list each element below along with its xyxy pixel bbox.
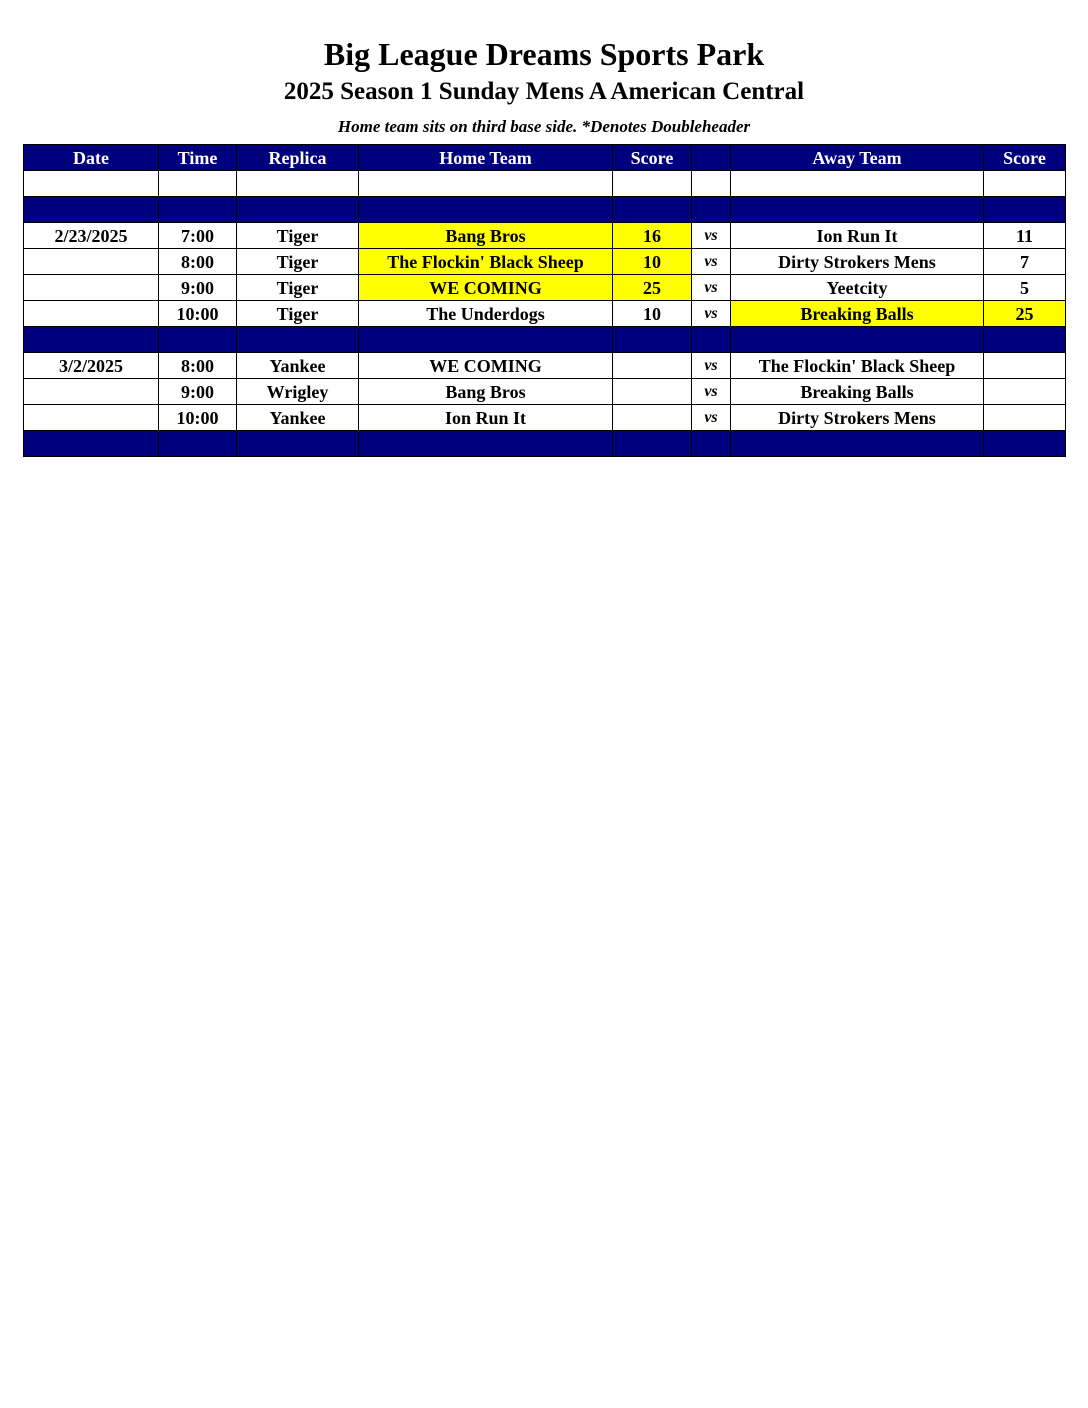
cell-time: 9:00 <box>159 275 237 301</box>
cell-date <box>24 327 159 353</box>
cell-time <box>159 197 237 223</box>
cell-date: 2/23/2025 <box>24 223 159 249</box>
table-row <box>24 301 1066 327</box>
table-row <box>24 405 1066 431</box>
cell-time: 8:00 <box>159 249 237 275</box>
cell-home-score <box>613 171 692 197</box>
cell-home-score <box>613 353 692 379</box>
cell-home-score: 25 <box>613 275 692 301</box>
cell-vs: vs <box>692 405 731 431</box>
cell-time: 7:00 <box>159 223 237 249</box>
cell-vs: vs <box>692 249 731 275</box>
page-title: Big League Dreams Sports Park <box>323 36 765 72</box>
cell-vs <box>692 431 731 457</box>
cell-away-team <box>731 431 984 457</box>
cell-home-score <box>613 379 692 405</box>
cell-home-team: WE COMING <box>359 353 613 379</box>
cell-vs <box>692 327 731 353</box>
cell-home-team: Bang Bros <box>359 223 613 249</box>
cell-home-score <box>613 327 692 353</box>
cell-replica: Wrigley <box>237 379 359 405</box>
cell-away-score: 7 <box>984 249 1066 275</box>
blank-row <box>24 171 1066 197</box>
cell-home-score: 10 <box>613 301 692 327</box>
cell-time: 10:00 <box>159 301 237 327</box>
separator-row <box>24 327 1066 353</box>
cell-vs: vs <box>692 353 731 379</box>
cell-date <box>24 249 159 275</box>
separator-row <box>24 197 1066 223</box>
cell-away-score <box>984 431 1066 457</box>
cell-away-team: Dirty Strokers Mens <box>731 249 984 275</box>
cell-away-team: Breaking Balls <box>731 379 984 405</box>
cell-home-team: The Underdogs <box>359 301 613 327</box>
schedule-table <box>23 144 1066 457</box>
table-header-row <box>24 145 1066 171</box>
cell-replica <box>237 197 359 223</box>
cell-replica: Tiger <box>237 275 359 301</box>
cell-replica: Tiger <box>237 301 359 327</box>
cell-away-team <box>731 197 984 223</box>
cell-home-score: 10 <box>613 249 692 275</box>
cell-date <box>24 405 159 431</box>
col-header-replica: Replica <box>237 145 359 171</box>
cell-away-team: Yeetcity <box>731 275 984 301</box>
cell-date <box>24 171 159 197</box>
cell-away-team: Dirty Strokers Mens <box>731 405 984 431</box>
cell-date <box>24 301 159 327</box>
col-header-home-team: Home Team <box>359 145 613 171</box>
table-row <box>24 249 1066 275</box>
cell-date <box>24 431 159 457</box>
cell-home-team: Ion Run It <box>359 405 613 431</box>
cell-away-score <box>984 405 1066 431</box>
cell-date <box>24 379 159 405</box>
cell-date: 3/2/2025 <box>24 353 159 379</box>
cell-date <box>24 197 159 223</box>
col-header-time: Time <box>159 145 237 171</box>
cell-time: 9:00 <box>159 379 237 405</box>
page-subtitle: 2025 Season 1 Sunday Mens A American Central <box>283 78 805 105</box>
cell-away-team <box>731 327 984 353</box>
cell-date <box>24 275 159 301</box>
cell-vs: vs <box>692 379 731 405</box>
cell-away-team: Breaking Balls <box>731 301 984 327</box>
table-row <box>24 223 1066 249</box>
cell-away-score: 11 <box>984 223 1066 249</box>
cell-replica: Tiger <box>237 249 359 275</box>
cell-replica <box>237 327 359 353</box>
cell-home-team <box>359 197 613 223</box>
cell-vs: vs <box>692 301 731 327</box>
cell-away-team <box>731 171 984 197</box>
cell-home-score <box>613 405 692 431</box>
cell-replica <box>237 431 359 457</box>
cell-home-score: 16 <box>613 223 692 249</box>
col-header-away-score: Score <box>984 145 1066 171</box>
cell-replica <box>237 171 359 197</box>
cell-time: 10:00 <box>159 405 237 431</box>
schedule-note: Home team sits on third base side. *Denotes Doubleheader <box>337 117 751 136</box>
cell-vs <box>692 197 731 223</box>
cell-vs: vs <box>692 223 731 249</box>
col-header-home-score: Score <box>613 145 692 171</box>
cell-time <box>159 171 237 197</box>
cell-time <box>159 431 237 457</box>
cell-replica: Tiger <box>237 223 359 249</box>
cell-away-team: Ion Run It <box>731 223 984 249</box>
separator-row <box>24 431 1066 457</box>
cell-home-team <box>359 327 613 353</box>
cell-time <box>159 327 237 353</box>
cell-vs: vs <box>692 275 731 301</box>
cell-away-score: 5 <box>984 275 1066 301</box>
cell-home-team <box>359 171 613 197</box>
cell-away-score: 25 <box>984 301 1066 327</box>
cell-home-score <box>613 431 692 457</box>
cell-replica: Yankee <box>237 405 359 431</box>
cell-vs <box>692 171 731 197</box>
table-row <box>24 379 1066 405</box>
cell-away-score <box>984 197 1066 223</box>
col-header-date: Date <box>24 145 159 171</box>
col-header-vs <box>692 145 731 171</box>
cell-replica: Yankee <box>237 353 359 379</box>
cell-away-team: The Flockin' Black Sheep <box>731 353 984 379</box>
schedule-body <box>24 171 1066 457</box>
cell-home-team: The Flockin' Black Sheep <box>359 249 613 275</box>
cell-away-score <box>984 327 1066 353</box>
cell-away-score <box>984 353 1066 379</box>
cell-home-team: Bang Bros <box>359 379 613 405</box>
col-header-away-team: Away Team <box>731 145 984 171</box>
cell-home-score <box>613 197 692 223</box>
cell-away-score <box>984 379 1066 405</box>
cell-time: 8:00 <box>159 353 237 379</box>
table-row <box>24 275 1066 301</box>
cell-away-score <box>984 171 1066 197</box>
cell-home-team: WE COMING <box>359 275 613 301</box>
cell-home-team <box>359 431 613 457</box>
table-row <box>24 353 1066 379</box>
